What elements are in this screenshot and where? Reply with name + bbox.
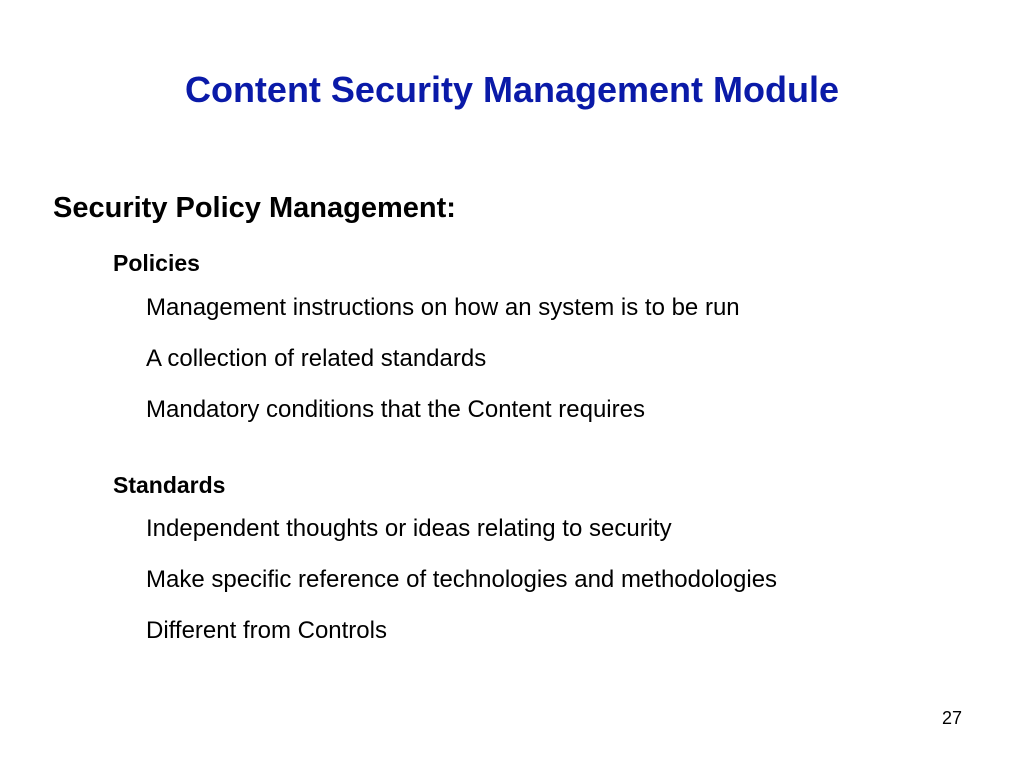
policy-item: Mandatory conditions that the Content requires: [146, 396, 645, 423]
standard-item: Make specific reference of technologies and methodologies: [146, 566, 778, 593]
policy-item: Management instructions on how an system is to be run: [146, 294, 740, 321]
policy-item: A collection of related standards: [146, 345, 487, 372]
standards-heading: Standards: [113, 472, 226, 498]
standard-item: Independent thoughts or ideas relating to security: [146, 515, 672, 542]
policies-heading: Policies: [113, 250, 200, 276]
slide-title: Content Security Management Module: [184, 69, 840, 110]
page-number: 27: [941, 708, 962, 728]
standard-item: Different from Controls: [146, 617, 387, 644]
section-heading: Security Policy Management:: [53, 192, 456, 224]
